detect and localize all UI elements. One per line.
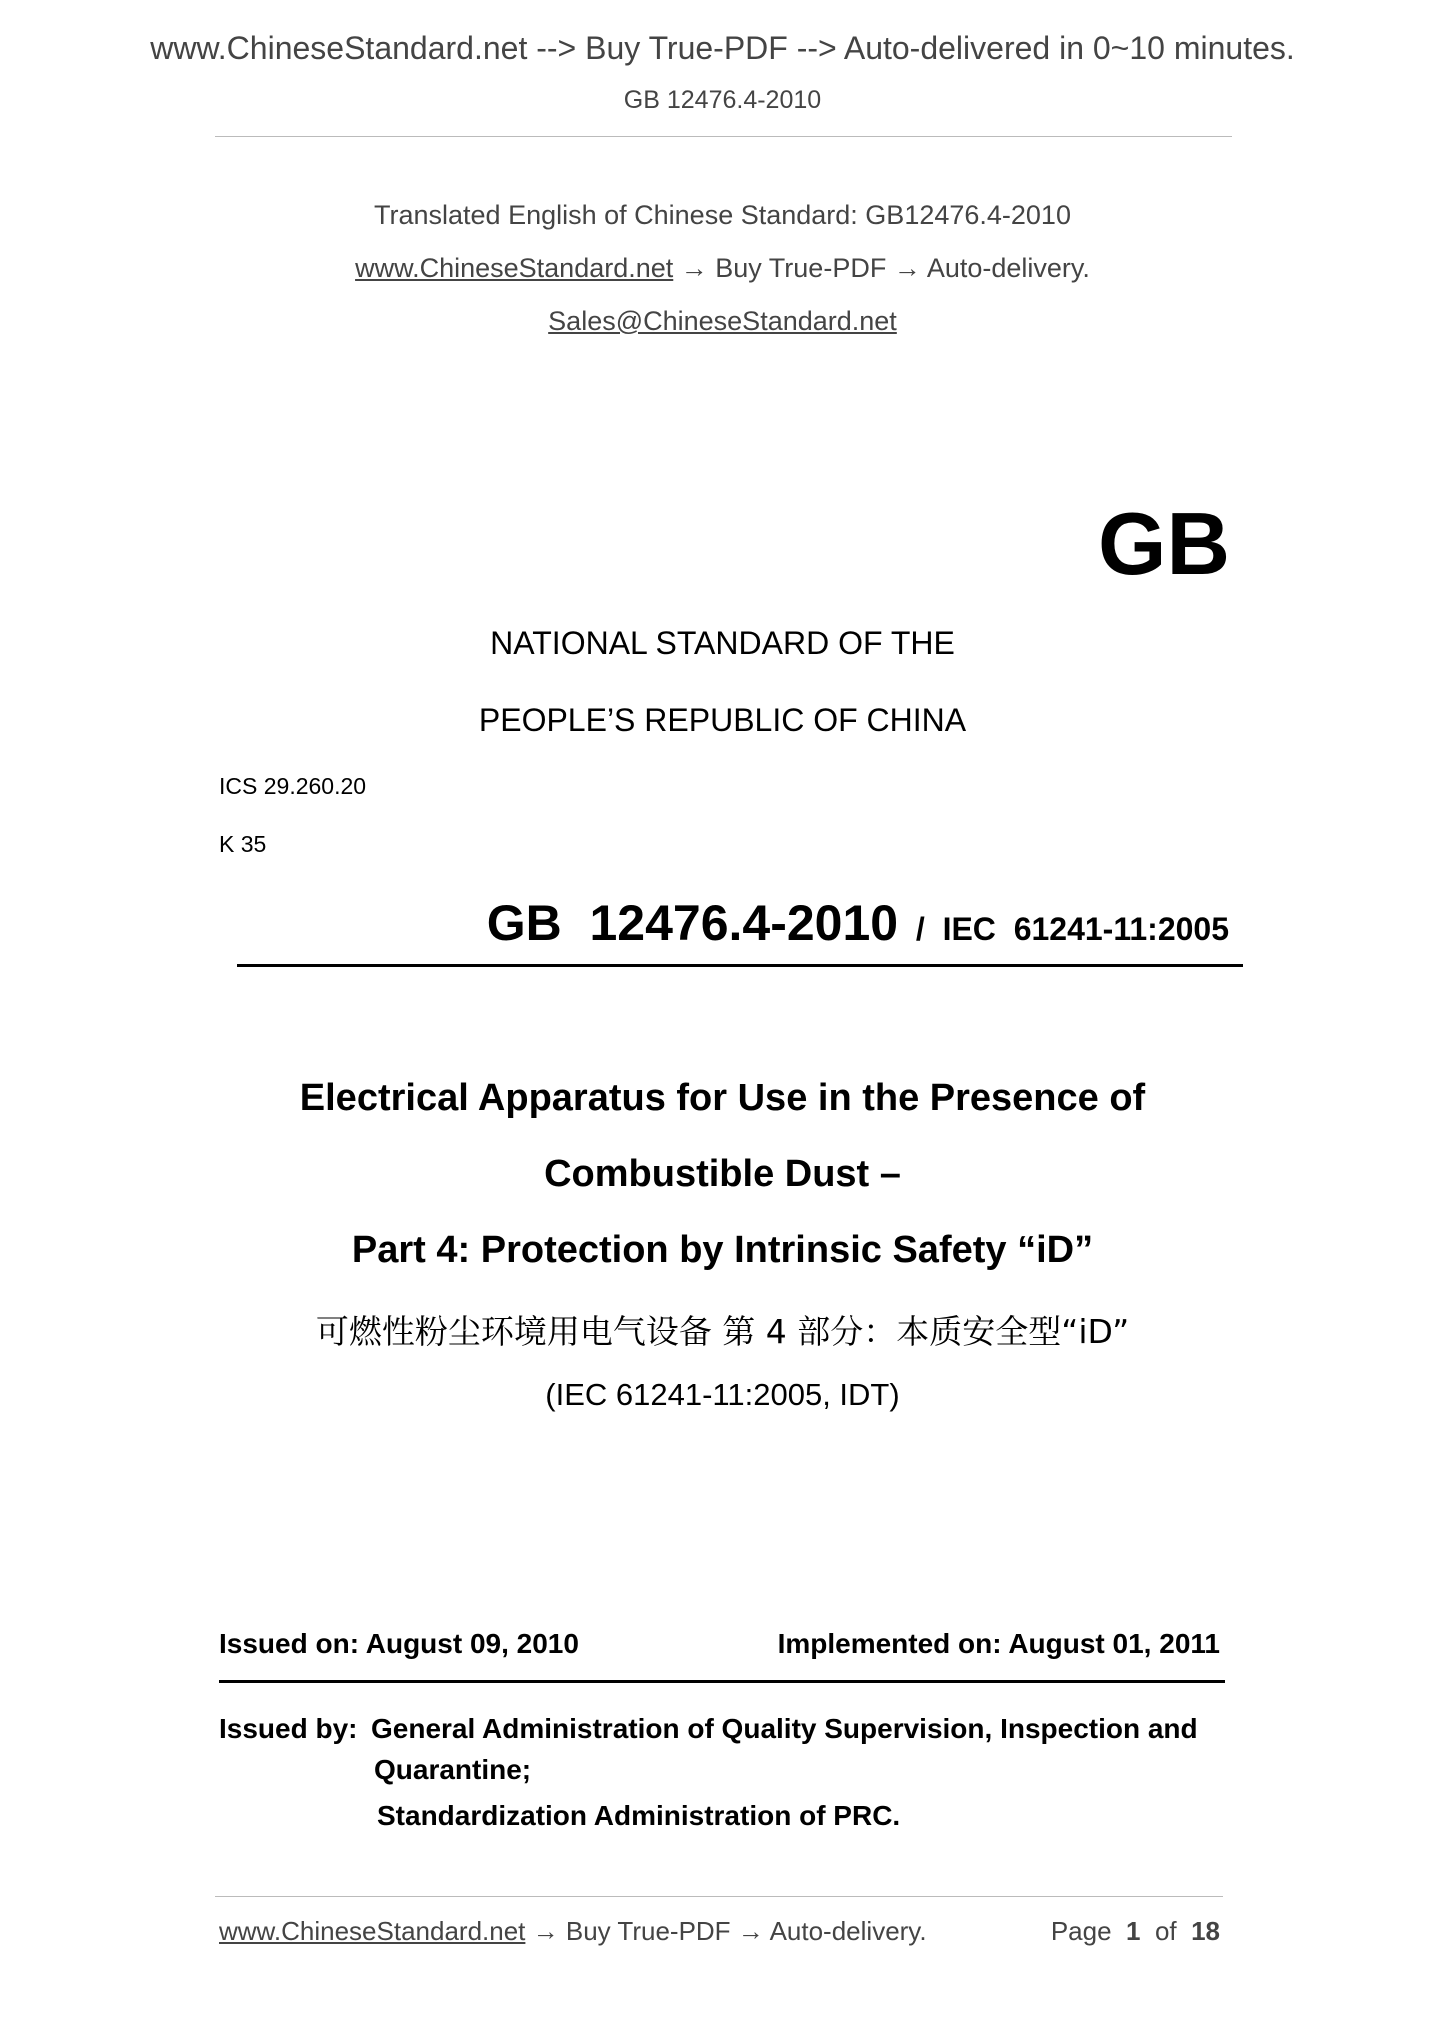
translated-line: Translated English of Chinese Standard: GB12476.4-2010 [374,200,1071,230]
title-chinese: 可燃性粉尘环境用电气设备 第 4 部分：本质安全型“iD” [315,1312,1130,1351]
top-banner: www.ChineseStandard.net --> Buy True-PDF --> Auto-delivered in 0~10 minutes. [150,30,1295,66]
title-line-2: Combustible Dust – [544,1153,901,1195]
dates-rule [219,1680,1225,1683]
title-line-1: Electrical Apparatus for Use in the Presence of [299,1077,1146,1119]
page-of: of [1154,1916,1177,1946]
issued-by-line-3: Standardization Administration of PRC. [377,1800,901,1831]
email-line [0,306,1445,337]
site-line-suffix: → Buy True-PDF → Auto-delivery. [673,253,1090,283]
implemented-on: Implemented on: August 01, 2011 [777,1628,1220,1659]
k-code: K 35 [219,831,267,857]
page-label: Page [1050,1916,1112,1946]
title-rule [237,964,1243,967]
national-line-1: NATIONAL STANDARD OF THE [490,625,955,661]
iec-number: / IEC 61241-11:2005 [915,911,1229,947]
email-link[interactable]: Sales@ChineseStandard.net [548,306,897,336]
national-line-2: PEOPLE’S REPUBLIC OF CHINA [478,702,967,738]
idt-line: (IEC 61241-11:2005, IDT) [545,1377,900,1412]
footer-site-line [219,1916,927,1947]
page-total: 18 [1191,1916,1220,1946]
page-current: 1 [1126,1916,1141,1946]
issued-by-label: Issued by: [219,1713,358,1744]
site-link[interactable]: www.ChineseStandard.net [355,253,674,283]
header-divider [215,136,1232,137]
footer-site-link[interactable]: www.ChineseStandard.net [219,1916,526,1946]
issued-on: Issued on: August 09, 2010 [219,1628,579,1659]
header-standard-code: GB 12476.4-2010 [623,86,822,114]
site-line [0,253,1445,284]
footer-divider [215,1896,1223,1897]
footer-site-suffix: → Buy True-PDF → Auto-delivery. [525,1916,927,1946]
gb-logo: GB [1098,494,1230,593]
ics-code: ICS 29.260.20 [219,773,367,799]
issued-by-line-2: Quarantine; [374,1754,532,1785]
standard-number: GB 12476.4-2010 [486,895,899,951]
page-indicator [1051,1916,1220,1947]
standard-number-line [478,882,1229,951]
issued-by-line-1: General Administration of Quality Supervision, Inspection and [371,1713,1198,1744]
title-line-3: Part 4: Protection by Intrinsic Safety “iD” [351,1229,1094,1271]
